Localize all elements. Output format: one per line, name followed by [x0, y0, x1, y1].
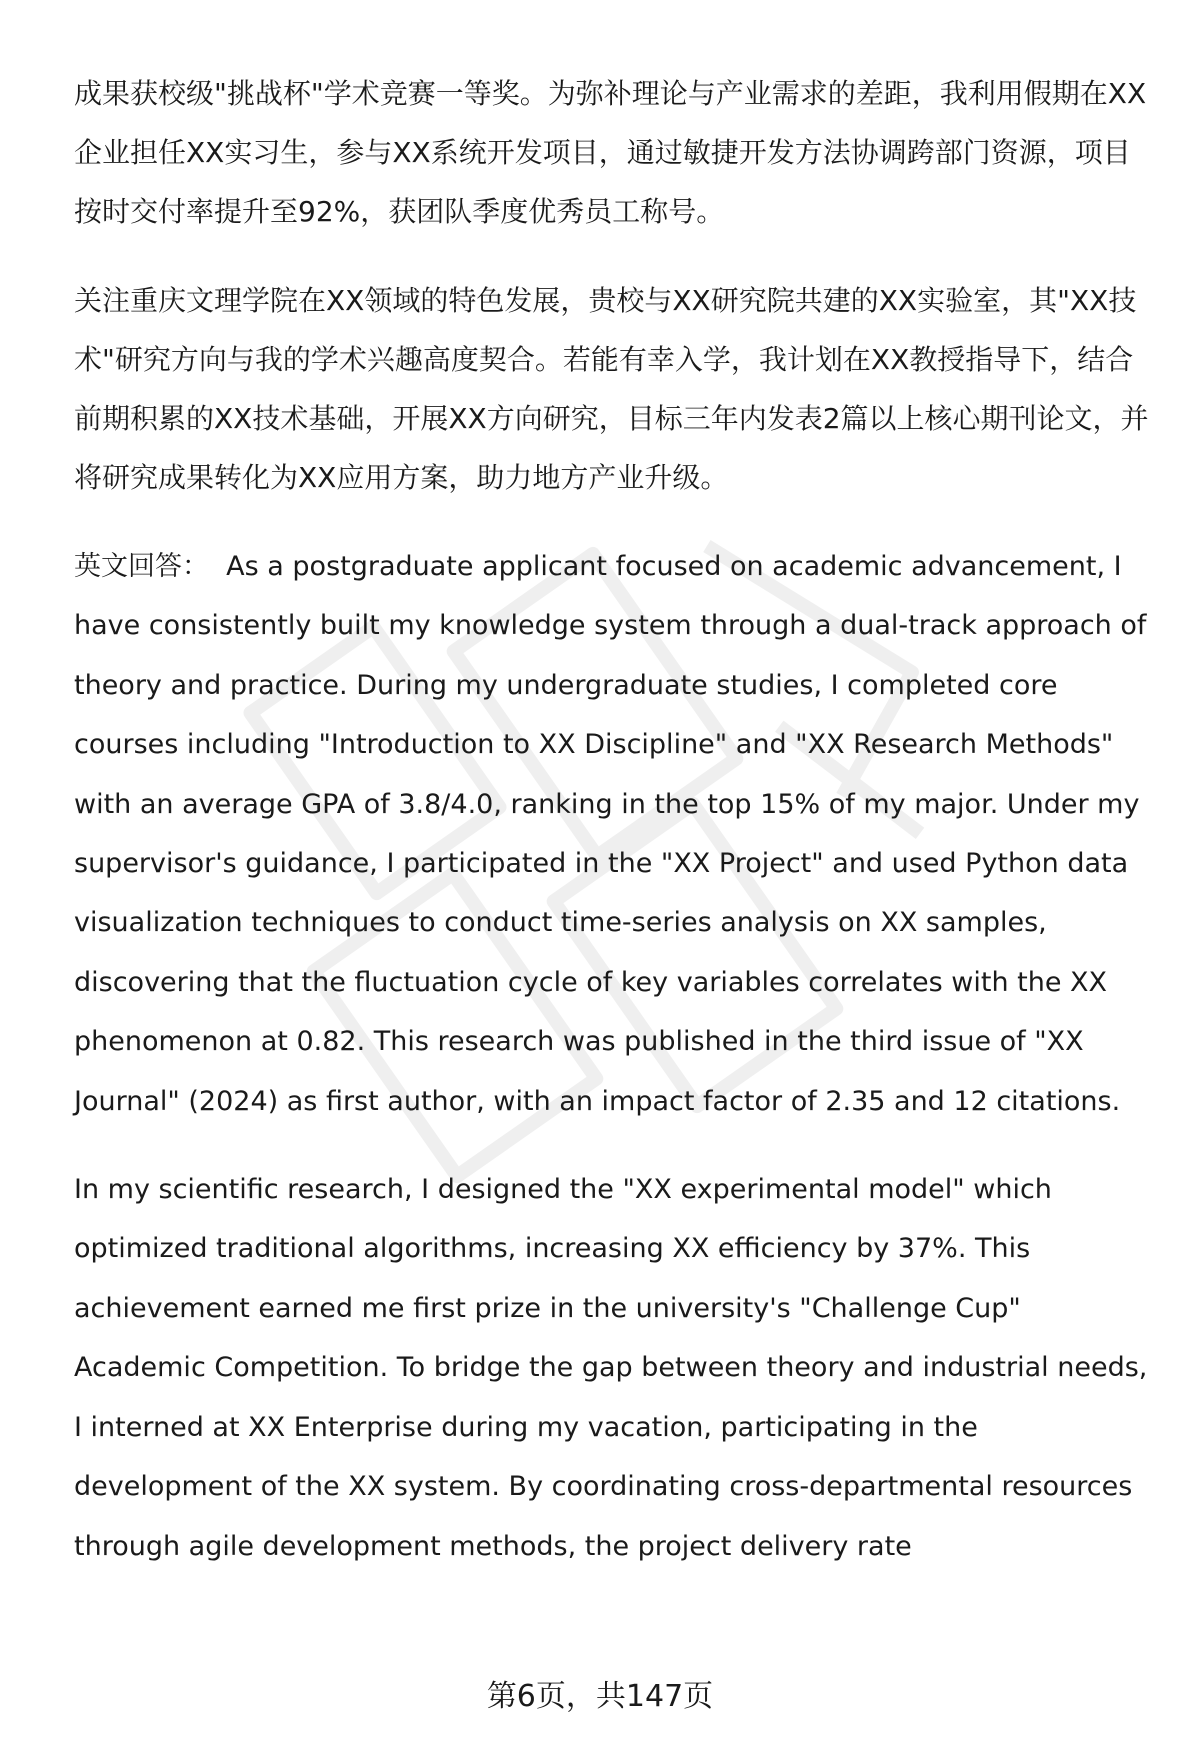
paragraph-2: 关注重庆文理学院在XX领域的特色发展，贵校与XX研究院共建的XX实验室，其"XX技术"研究方向与我的学术兴趣高度契合。若能有幸入学，我计划在XX教授指导下，结合前期积累的XX技术基础，开展XX方向研究，目标三年内发表2篇以上核心期刊论文，并将研究成果转化为XX应用方案，助力地方产业升级。: [74, 284, 1149, 494]
paragraph-3-text: As a postgraduate applicant focused on academic advancement, I have consistently built my knowledge system through a dual-track approach of theory and practice. During my undergraduate studies, I completed core courses including "Introduction to XX Discipline" and "XX Research Methods" with an average GPA of 3.8/4.0, ranking in the top 15% of my major. Under my supervisor's guidance, I participated in the "XX Project" and used Python data visualization techniques to conduct time-series analysis on XX samples, discovering that the fluctuation cycle of key variables correlates with the XX phenomenon at 0.82. This research was published in the third issue of "XX Journal" (2024) as first author, with an impact factor of 2.35 and 12 citations.: [74, 551, 1147, 1117]
paragraph-3-label: 英文回答：: [74, 551, 209, 582]
paragraph-1: 成果获校级"挑战杯"学术竞赛一等奖。为弥补理论与产业需求的差距，我利用假期在XX企业担任XX实习生，参与XX系统开发项目，通过敏捷开发方法协调跨部门资源，项目按时交付率提升至92%，获团队季度优秀员工称号。: [74, 77, 1147, 228]
paragraph-3: [74, 537, 1154, 1131]
page-number: 第6页，共147页: [486, 1679, 714, 1714]
paragraph-4: In my scientific research, I designed the "XX experimental model" which optimized traditional algorithms, increasing XX efficiency by 37%. This achievement earned me first prize in the university's "Challenge Cup" Academic Competition. To bridge the gap between theory and industrial needs, I interned at XX Enterprise during my vacation, participating in the development of the XX system. By coordinating cross-departmental resources through agile development methods, the project delivery rate: [74, 1174, 1148, 1562]
body-text: [74, 64, 1154, 1576]
